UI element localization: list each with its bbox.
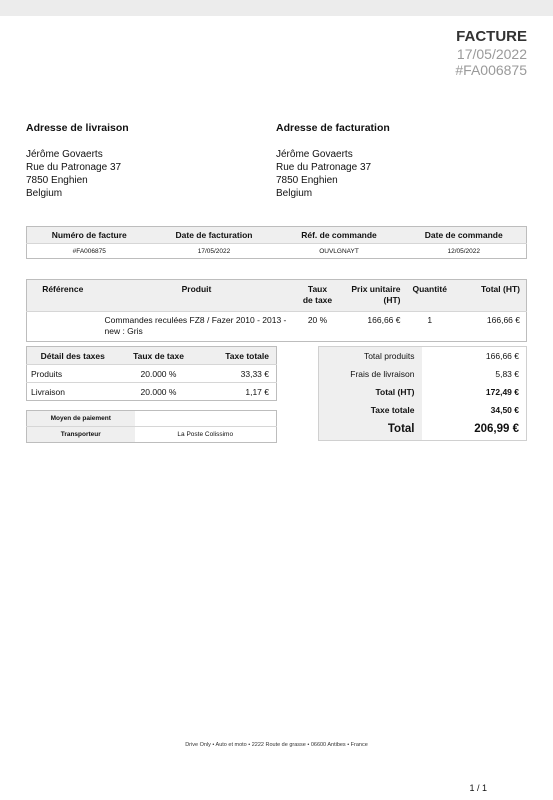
tax-row-total: 33,33 € <box>199 365 277 383</box>
total-tax-label: Taxe totale <box>319 401 422 419</box>
delivery-country: Belgium <box>26 188 63 199</box>
billing-street: Rue du Patronage 37 <box>276 162 372 173</box>
total-tax-value: 34,50 € <box>490 404 519 415</box>
tax-row-label: Produits <box>27 365 119 383</box>
tax-row-rate: 20.000 % <box>119 365 199 383</box>
delivery-name: Jérôme Govaerts <box>26 149 103 160</box>
product-reference <box>27 312 99 342</box>
invoice-date: 17/05/2022 <box>456 46 527 62</box>
header-tax-detail: Détail des taxes <box>27 347 119 365</box>
total-products-value: 166,66 € <box>485 350 519 361</box>
billing-address-heading: Adresse de facturation <box>276 122 390 134</box>
total-ht-value: 172,49 € <box>485 386 519 397</box>
billing-country: Belgium <box>276 188 313 199</box>
products-table <box>26 279 527 342</box>
tax-row-rate: 20.000 % <box>119 383 199 401</box>
tax-row-label: Livraison <box>27 383 119 401</box>
delivery-city: 7850 Enghien <box>26 175 88 186</box>
product-total: 166,66 € <box>453 312 527 342</box>
delivery-street: Rue du Patronage 37 <box>26 162 122 173</box>
billing-city: 7850 Enghien <box>276 175 338 186</box>
table-row <box>27 312 527 342</box>
totals-table <box>318 346 527 441</box>
header-tax-rate: Taux de taxe <box>119 347 199 365</box>
invoice-title: FACTURE <box>456 28 527 45</box>
header-quantity: Quantité <box>407 280 453 312</box>
total-ht-label: Total (HT) <box>319 383 422 401</box>
invoice-date-value: 17/05/2022 <box>152 244 277 259</box>
payment-method-value <box>135 411 277 427</box>
header-invoice-date: Date de facturation <box>152 227 277 244</box>
product-unit-price: 166,66 € <box>341 312 407 342</box>
header-order-ref: Réf. de commande <box>277 227 402 244</box>
header-unit-price: Prix unitaire (HT) <box>341 280 407 312</box>
delivery-address <box>26 122 129 200</box>
footer-address: Drive Only • Auto et moto • 2222 Route de grasse • 06600 Antibes • France <box>185 742 368 748</box>
table-row <box>27 383 277 401</box>
invoice-info-table <box>26 226 527 259</box>
total-products-label: Total produits <box>319 347 422 365</box>
tax-row-total: 1,17 € <box>199 383 277 401</box>
grand-total-label: Total <box>319 419 422 441</box>
payment-method-label: Moyen de paiement <box>27 411 135 427</box>
top-bar <box>0 0 553 16</box>
tax-detail-table <box>26 346 277 401</box>
invoice-number: #FA006875 <box>455 62 527 78</box>
billing-address <box>276 122 390 200</box>
product-name: Commandes reculées FZ8 / Fazer 2010 - 2013 - new : Gris <box>99 312 295 342</box>
product-quantity: 1 <box>407 312 453 342</box>
invoice-number-value: #FA006875 <box>27 244 152 259</box>
header-product: Produit <box>99 280 295 312</box>
order-date-value: 12/05/2022 <box>402 244 527 259</box>
shipping-fee-label: Frais de livraison <box>319 365 422 383</box>
header-order-date: Date de commande <box>402 227 527 244</box>
billing-name: Jérôme Govaerts <box>276 149 353 160</box>
header-tax-total: Taxe totale <box>199 347 277 365</box>
carrier-label: Transporteur <box>27 427 135 443</box>
header-reference: Référence <box>27 280 99 312</box>
payment-table <box>26 410 277 443</box>
carrier-value: La Poste Colissimo <box>135 427 277 443</box>
product-tax-rate: 20 % <box>295 312 341 342</box>
header-invoice-number: Numéro de facture <box>27 227 152 244</box>
order-ref-value: OUVLGNAYT <box>277 244 402 259</box>
invoice-header <box>455 28 527 78</box>
delivery-address-heading: Adresse de livraison <box>26 122 129 134</box>
page-number: 1 / 1 <box>469 783 487 793</box>
grand-total-value: 206,99 € <box>474 423 519 436</box>
header-tax-rate: Taux de taxe <box>295 280 341 312</box>
header-total: Total (HT) <box>453 280 527 312</box>
shipping-fee-value: 5,83 € <box>495 368 519 379</box>
table-row <box>27 365 277 383</box>
